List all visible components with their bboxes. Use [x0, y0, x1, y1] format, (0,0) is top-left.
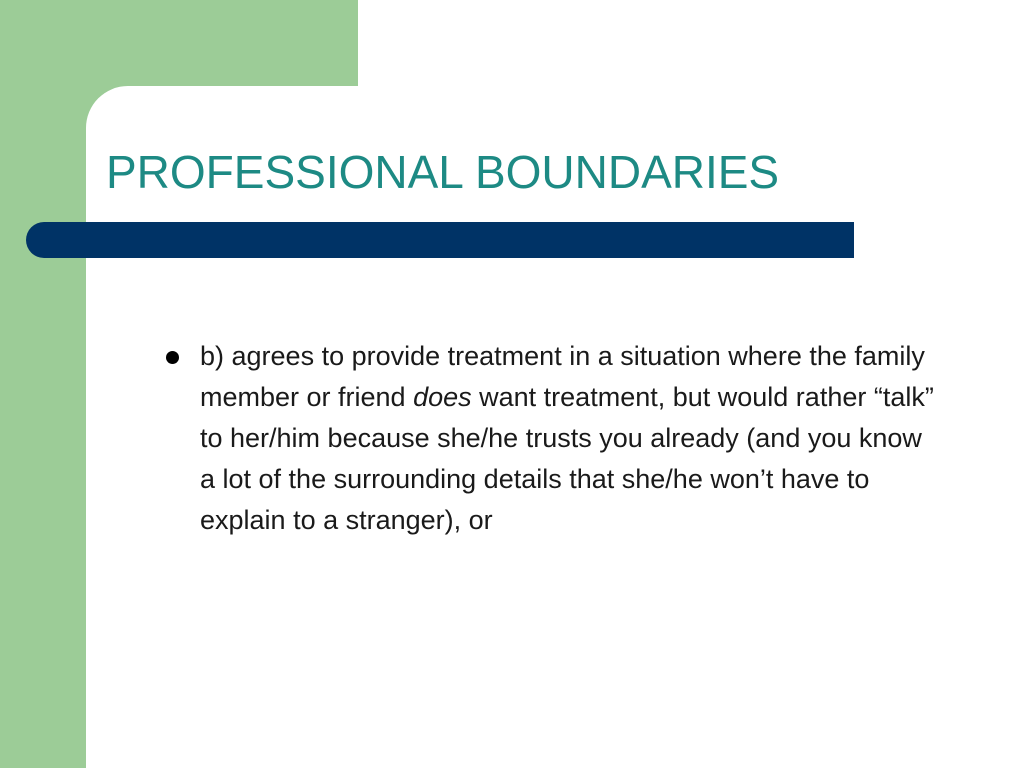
bullet-item: [160, 336, 940, 541]
slide-title: PROFESSIONAL BOUNDARIES: [106, 146, 780, 198]
bullet-text-emphasis: does: [413, 382, 472, 412]
bullet-text: [200, 341, 934, 535]
bullet-text-after: want treatment, but would rather “talk” to her/him because she/he trusts you already (and you know a lot of the surrounding details that she/he won’t have to explain to a stranger), or: [200, 382, 934, 535]
bullet-dot-icon: [166, 351, 179, 364]
bullet-text-before: b) agrees to provide treatment in a situation where the family member or friend: [200, 341, 925, 412]
bullet-list: [160, 336, 940, 541]
title-underline-bar: [26, 222, 854, 258]
